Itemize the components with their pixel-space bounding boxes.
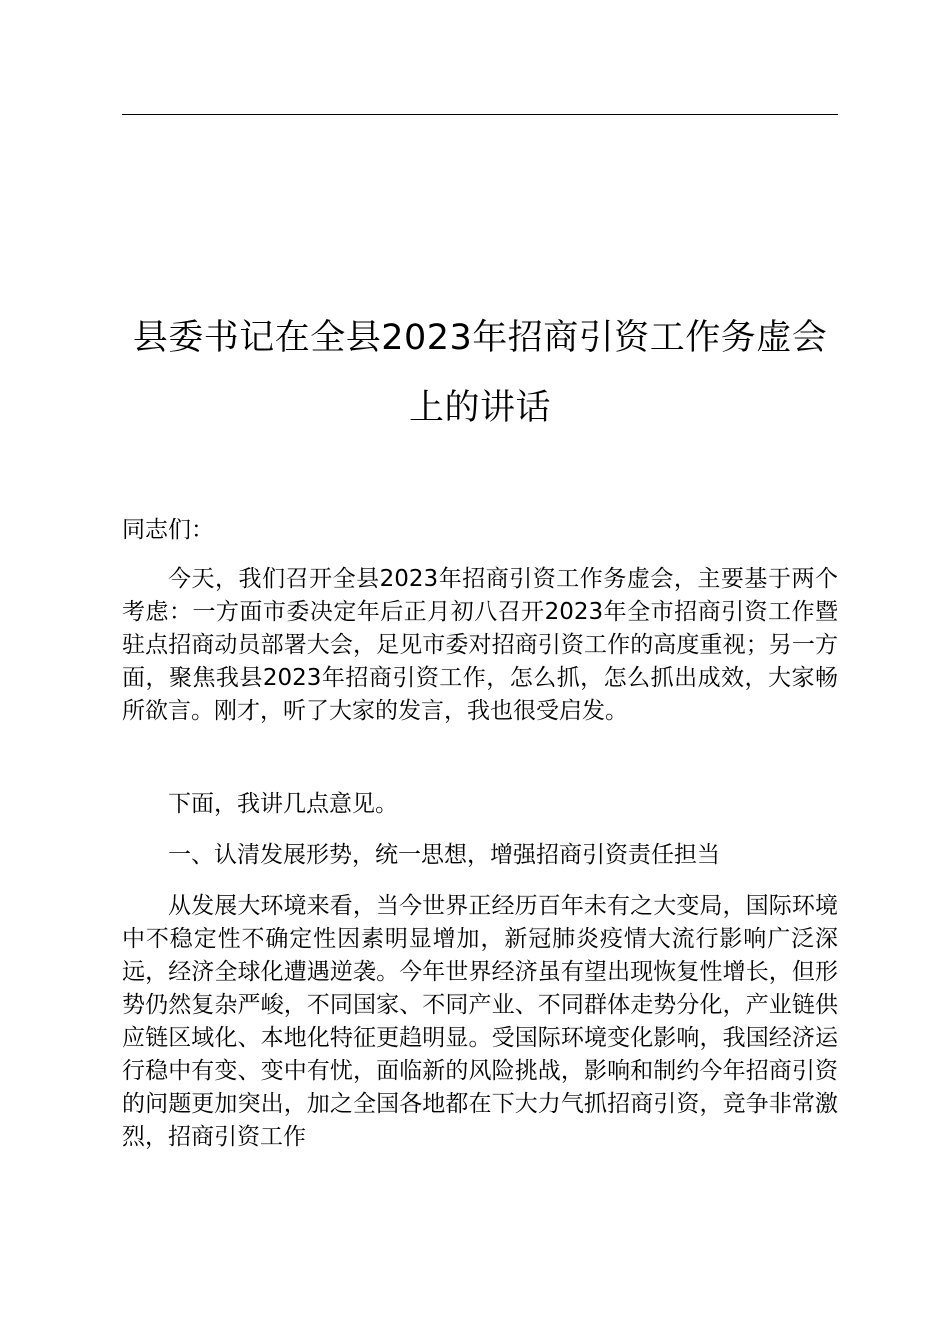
section-heading-1: 一、认清发展形势，统一思想，增强招商引资责任担当: [168, 842, 720, 868]
document-title: 县委书记在全县2023年招商引资工作务虚会上的讲话: [132, 318, 828, 428]
paragraph-environment: 从发展大环境来看，当今世界正经历百年未有之大变局，国际环境中不稳定性不确定性因素明显增加，新冠肺炎疫情大流行影响广泛深远，经济全球化遭遇逆袭。今年世界经济虽有望出现恢复性增长，但形势仍然复杂严峻，不同国家、不同产业、不同群体走势分化，产业链供应链区域化、本地化特征更趋明显。受国际环境变化影响，我国经济运行稳中有变、变中有忧，面临新的风险挑战，影响和制约今年招商引资的问题更加突出，加之全国各地都在下大力气抓招商引资，竞争非常激烈，招商引资工作: [122, 893, 838, 1150]
paragraph-transition: 下面，我讲几点意见。: [168, 791, 398, 817]
header-rule: [122, 114, 838, 115]
paragraph-intro: 今天，我们召开全县2023年招商引资工作务虚会，主要基于两个考虑：一方面市委决定年后正月初八召开2023年全市招商引资工作暨驻点招商动员部署大会，足见市委对招商引资工作的高度重视；另一方面，聚焦我县2023年招商引资工作，怎么抓，怎么抓出成效，大家畅所欲言。刚才，听了大家的发言，我也很受启发。: [122, 566, 838, 724]
salutation: 同志们：: [122, 517, 214, 543]
